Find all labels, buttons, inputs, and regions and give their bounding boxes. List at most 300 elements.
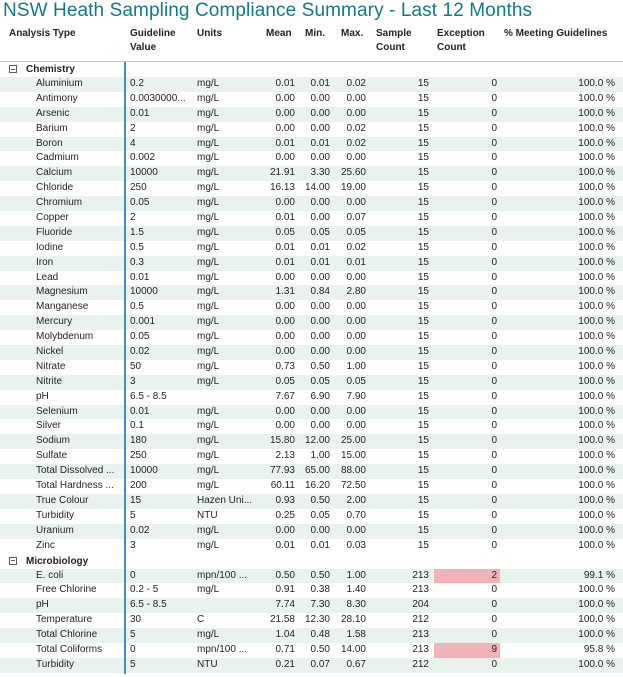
cell-units: mg/L	[197, 256, 220, 268]
cell-units: mg/L	[197, 465, 220, 477]
cell-min: 0.84	[310, 286, 330, 298]
cell-max: 1.00	[346, 360, 366, 372]
cell-exception-count: 0	[491, 78, 497, 89]
collapse-toggle-icon[interactable]	[9, 557, 17, 565]
header-min[interactable]: Min.	[305, 28, 325, 39]
cell-guideline: 0.5	[130, 241, 144, 253]
table-row[interactable]	[0, 77, 623, 92]
cell-sample-count: 15	[417, 271, 429, 283]
cell-max: 0.00	[346, 524, 366, 536]
cell-units: mg/L	[197, 226, 220, 238]
cell-units: mg/L	[197, 212, 220, 224]
cell-guideline: 0.3	[130, 256, 144, 268]
cell-units: mg/L	[197, 480, 220, 492]
cell-analysis-type: True Colour	[36, 494, 89, 506]
cell-guideline: 10000	[130, 167, 158, 179]
cell-sample-count: 15	[417, 152, 429, 164]
cell-exception-count: 0	[491, 480, 497, 492]
cell-exception-count: 0	[491, 435, 497, 447]
cell-guideline: 0	[130, 569, 136, 581]
cell-exception-count: 0	[491, 629, 497, 641]
cell-units: mg/L	[197, 241, 220, 253]
table-row[interactable]	[0, 643, 623, 658]
cell-min: 0.00	[310, 92, 330, 104]
cell-guideline: 200	[130, 480, 147, 492]
cell-mean: 0.93	[275, 494, 295, 506]
header-sample-line2: Count	[376, 42, 405, 53]
cell-sample-count: 15	[417, 435, 429, 447]
cell-units: mg/L	[197, 539, 220, 551]
cell-mean: 0.71	[275, 643, 295, 655]
column-divider	[124, 62, 126, 674]
cell-max: 25.60	[340, 167, 366, 179]
cell-mean: 7.67	[275, 390, 295, 402]
cell-sample-count: 15	[417, 360, 429, 372]
cell-exception-count: 0	[491, 182, 497, 194]
cell-mean: 60.11	[270, 480, 295, 492]
cell-max: 0.05	[346, 226, 366, 238]
table-header	[0, 27, 623, 62]
cell-exception-count: 0	[491, 212, 497, 224]
cell-exception-count: 0	[491, 524, 497, 536]
cell-mean: 0.00	[275, 420, 295, 432]
group-name: Microbiology	[26, 555, 89, 567]
cell-exception-count: 0	[491, 256, 497, 268]
cell-analysis-type: Lead	[36, 271, 59, 283]
table-row[interactable]	[0, 524, 623, 539]
cell-sample-count: 15	[417, 331, 429, 343]
cell-pct-meeting: 100.0 %	[578, 450, 615, 462]
cell-mean: 2.13	[275, 450, 295, 462]
cell-pct-meeting: 100.0 %	[578, 301, 615, 313]
cell-pct-meeting: 100.0 %	[578, 331, 615, 343]
cell-units: mpn/100 ...	[197, 643, 248, 655]
table-row[interactable]	[0, 166, 623, 181]
cell-pct-meeting: 100.0 %	[578, 629, 615, 641]
cell-sample-count: 15	[417, 286, 429, 298]
cell-pct-meeting: 100.0 %	[578, 599, 615, 611]
cell-min: 0.00	[310, 405, 330, 417]
table-row[interactable]	[0, 151, 623, 166]
cell-max: 0.03	[346, 539, 366, 551]
cell-exception-count: 0	[491, 346, 497, 358]
cell-guideline: 0.02	[130, 346, 150, 358]
cell-analysis-type: Fluoride	[36, 226, 73, 238]
cell-exception-count: 0	[491, 286, 497, 298]
cell-min: 14.00	[304, 182, 330, 194]
cell-units: mpn/100 ...	[197, 569, 248, 581]
cell-exception-count: 0	[491, 420, 497, 432]
collapse-toggle-icon[interactable]	[9, 65, 17, 73]
cell-min: 0.00	[310, 212, 330, 224]
cell-analysis-type: E. coli	[36, 569, 64, 581]
cell-exception-count: 0	[491, 241, 497, 253]
cell-guideline: 4	[130, 137, 136, 149]
cell-mean: 15.80	[269, 435, 295, 447]
cell-pct-meeting: 100.0 %	[578, 658, 615, 670]
cell-pct-meeting: 100.0 %	[578, 494, 615, 506]
cell-exception-count: 2	[434, 569, 500, 584]
cell-analysis-type: Iodine	[36, 241, 64, 253]
cell-mean: 0.01	[275, 241, 295, 253]
group-header-0[interactable]	[0, 62, 623, 77]
cell-units: mg/L	[197, 629, 220, 641]
cell-pct-meeting: 100.0 %	[578, 360, 615, 372]
cell-min: 12.30	[304, 614, 330, 626]
compliance-table	[0, 27, 623, 673]
header-exception-line1: Exception	[437, 28, 485, 39]
table-row[interactable]	[0, 539, 623, 554]
cell-exception-count: 0	[491, 405, 497, 417]
table-row[interactable]	[0, 330, 623, 345]
header-exception-count[interactable]	[437, 27, 485, 55]
cell-analysis-type: Total Dissolved ...	[36, 465, 115, 477]
header-sample-count[interactable]	[376, 27, 412, 55]
cell-exception-count: 0	[491, 390, 497, 402]
cell-mean: 0.00	[275, 92, 295, 104]
cell-sample-count: 15	[417, 137, 429, 149]
cell-guideline: 0.002	[130, 152, 156, 164]
cell-mean: 0.01	[275, 256, 295, 268]
cell-guideline: 0.01	[130, 405, 150, 417]
cell-exception-count: 0	[491, 360, 497, 372]
cell-analysis-type: Nitrate	[36, 360, 66, 372]
cell-exception-count: 0	[491, 375, 497, 387]
cell-exception-count: 0	[491, 167, 497, 179]
cell-min: 6.90	[310, 390, 330, 402]
cell-guideline: 0.02	[130, 524, 150, 536]
cell-mean: 0.00	[275, 122, 295, 134]
cell-min: 0.00	[310, 122, 330, 134]
cell-analysis-type: Temperature	[36, 614, 93, 626]
table-row[interactable]	[0, 256, 623, 271]
cell-mean: 1.04	[275, 629, 295, 641]
table-row[interactable]	[0, 419, 623, 434]
cell-mean: 0.00	[275, 197, 295, 209]
table-row[interactable]	[0, 569, 623, 584]
cell-pct-meeting: 100.0 %	[578, 256, 615, 268]
cell-pct-meeting: 100.0 %	[578, 226, 615, 238]
header-units[interactable]: Units	[197, 28, 222, 39]
cell-max: 1.58	[346, 629, 366, 641]
cell-min: 0.00	[310, 152, 330, 164]
cell-units: mg/L	[197, 331, 220, 343]
cell-guideline: 6.5 - 8.5	[130, 390, 167, 402]
cell-analysis-type: Total Coliforms	[36, 643, 103, 655]
cell-sample-count: 15	[417, 346, 429, 358]
table-row[interactable]	[0, 196, 623, 211]
cell-guideline: 3	[130, 375, 136, 387]
cell-units: mg/L	[197, 197, 220, 209]
cell-exception-count: 0	[491, 465, 497, 477]
cell-pct-meeting: 95.8 %	[583, 643, 615, 655]
cell-guideline: 10000	[130, 465, 158, 477]
cell-sample-count: 15	[417, 301, 429, 313]
cell-analysis-type: pH	[36, 599, 49, 611]
cell-units: mg/L	[197, 360, 220, 372]
header-analysis-type[interactable]: Analysis Type	[9, 28, 76, 39]
cell-sample-count: 15	[417, 256, 429, 268]
table-row[interactable]	[0, 583, 623, 598]
cell-analysis-type: Sulfate	[36, 450, 68, 462]
cell-mean: 0.25	[275, 509, 295, 521]
cell-analysis-type: Silver	[36, 420, 62, 432]
cell-max: 1.40	[346, 584, 366, 596]
cell-pct-meeting: 100.0 %	[578, 524, 615, 536]
table-row[interactable]	[0, 226, 623, 241]
cell-analysis-type: Antimony	[36, 92, 78, 104]
cell-min: 0.00	[310, 316, 330, 328]
cell-mean: 21.58	[269, 614, 295, 626]
cell-exception-count: 0	[491, 509, 497, 521]
cell-guideline: 0.2	[130, 78, 144, 89]
cell-pct-meeting: 100.0 %	[578, 480, 615, 492]
cell-max: 1.00	[346, 569, 366, 581]
cell-exception-count: 0	[491, 614, 497, 626]
cell-mean: 0.00	[275, 524, 295, 536]
cell-exception-count: 0	[491, 301, 497, 313]
cell-analysis-type: Nitrite	[36, 375, 63, 387]
cell-max: 0.02	[346, 241, 366, 253]
cell-pct-meeting: 100.0 %	[578, 375, 615, 387]
cell-min: 0.48	[310, 629, 330, 641]
cell-units: NTU	[197, 509, 218, 521]
table-row[interactable]	[0, 479, 623, 494]
cell-min: 65.00	[304, 465, 330, 477]
header-mean[interactable]: Mean	[266, 28, 292, 39]
cell-min: 0.00	[310, 271, 330, 283]
cell-guideline: 0.2 - 5	[130, 584, 159, 596]
cell-min: 0.00	[310, 301, 330, 313]
cell-mean: 0.05	[275, 375, 295, 387]
cell-analysis-type: Sodium	[36, 435, 70, 447]
cell-guideline: 0.01	[130, 271, 150, 283]
cell-pct-meeting: 100.0 %	[578, 346, 615, 358]
cell-min: 12.00	[304, 435, 330, 447]
cell-max: 0.00	[346, 346, 366, 358]
table-row[interactable]	[0, 390, 623, 405]
table-row[interactable]	[0, 598, 623, 613]
cell-max: 0.02	[346, 122, 366, 134]
cell-min: 0.50	[310, 360, 330, 372]
cell-pct-meeting: 100.0 %	[578, 509, 615, 521]
table-row[interactable]	[0, 628, 623, 643]
cell-pct-meeting: 100.0 %	[578, 197, 615, 209]
cell-units: mg/L	[197, 182, 220, 194]
table-row[interactable]	[0, 285, 623, 300]
cell-pct-meeting: 100.0 %	[578, 271, 615, 283]
cell-analysis-type: Manganese	[36, 301, 89, 313]
table-row[interactable]	[0, 464, 623, 479]
cell-min: 0.01	[310, 78, 330, 89]
cell-max: 0.00	[346, 420, 366, 432]
group-header-1[interactable]	[0, 554, 623, 569]
cell-mean: 0.00	[275, 346, 295, 358]
table-row[interactable]	[0, 211, 623, 226]
cell-sample-count: 15	[417, 107, 429, 119]
cell-min: 0.00	[310, 331, 330, 343]
cell-sample-count: 15	[417, 465, 429, 477]
cell-max: 0.00	[346, 107, 366, 119]
table-row[interactable]	[0, 360, 623, 375]
cell-units: mg/L	[197, 375, 220, 387]
table-row[interactable]	[0, 375, 623, 390]
table-row[interactable]	[0, 449, 623, 464]
cell-mean: 1.31	[275, 286, 295, 298]
cell-pct-meeting: 100.0 %	[578, 137, 615, 149]
cell-max: 88.00	[340, 465, 366, 477]
cell-pct-meeting: 100.0 %	[578, 182, 615, 194]
cell-mean: 0.00	[275, 152, 295, 164]
cell-mean: 0.01	[275, 137, 295, 149]
cell-sample-count: 212	[412, 658, 429, 670]
cell-max: 19.00	[340, 182, 366, 194]
cell-mean: 0.01	[275, 539, 295, 551]
cell-guideline: 50	[130, 360, 142, 372]
cell-min: 0.05	[310, 509, 330, 521]
cell-analysis-type: Calcium	[36, 167, 73, 179]
table-row[interactable]	[0, 405, 623, 420]
cell-units: mg/L	[197, 301, 220, 313]
cell-units: mg/L	[197, 92, 220, 104]
cell-sample-count: 213	[412, 584, 429, 596]
header-guideline-value[interactable]	[130, 27, 176, 55]
cell-analysis-type: Free Chlorine	[36, 584, 97, 596]
cell-min: 0.00	[310, 420, 330, 432]
cell-pct-meeting: 100.0 %	[578, 212, 615, 224]
cell-min: 0.00	[310, 524, 330, 536]
table-row[interactable]	[0, 315, 623, 330]
cell-exception-count: 0	[491, 539, 497, 551]
cell-units: mg/L	[197, 420, 220, 432]
cell-exception-count: 0	[491, 92, 497, 104]
table-row[interactable]	[0, 658, 623, 673]
cell-analysis-type: Turbidity	[36, 658, 74, 670]
cell-exception-count: 0	[491, 226, 497, 238]
cell-mean: 21.91	[269, 167, 295, 179]
cell-min: 1.00	[310, 450, 330, 462]
cell-guideline: 0.5	[130, 301, 144, 313]
cell-units: C	[197, 614, 205, 626]
table-row[interactable]	[0, 509, 623, 524]
cell-sample-count: 15	[417, 390, 429, 402]
cell-max: 0.00	[346, 152, 366, 164]
cell-min: 0.05	[310, 375, 330, 387]
header-max[interactable]: Max.	[341, 28, 364, 39]
cell-min: 0.38	[310, 584, 330, 596]
table-row[interactable]	[0, 137, 623, 152]
cell-mean: 0.00	[275, 316, 295, 328]
cell-analysis-type: Total Chlorine	[36, 629, 98, 641]
cell-analysis-type: Arsenic	[36, 107, 70, 119]
cell-sample-count: 15	[417, 375, 429, 387]
cell-analysis-type: Nickel	[36, 346, 64, 358]
cell-pct-meeting: 100.0 %	[578, 122, 615, 134]
cell-max: 8.30	[346, 599, 366, 611]
cell-pct-meeting: 100.0 %	[578, 316, 615, 328]
cell-min: 0.01	[310, 241, 330, 253]
table-row[interactable]	[0, 241, 623, 256]
cell-mean: 0.00	[275, 331, 295, 343]
cell-mean: 0.50	[275, 569, 295, 581]
table-row[interactable]	[0, 494, 623, 509]
cell-sample-count: 15	[417, 167, 429, 179]
cell-sample-count: 213	[412, 629, 429, 641]
cell-max: 72.50	[340, 480, 366, 492]
cell-max: 0.00	[346, 316, 366, 328]
cell-guideline: 0.01	[130, 107, 150, 119]
cell-sample-count: 15	[417, 316, 429, 328]
cell-exception-count: 0	[491, 450, 497, 462]
cell-units: NTU	[197, 658, 218, 670]
cell-sample-count: 15	[417, 494, 429, 506]
cell-guideline: 5	[130, 658, 136, 670]
cell-pct-meeting: 100.0 %	[578, 286, 615, 298]
table-row[interactable]	[0, 434, 623, 449]
cell-max: 0.01	[346, 256, 366, 268]
table-row[interactable]	[0, 107, 623, 122]
cell-pct-meeting: 100.0 %	[578, 420, 615, 432]
cell-mean: 0.01	[275, 78, 295, 89]
cell-sample-count: 15	[417, 78, 429, 89]
cell-analysis-type: Mercury	[36, 316, 73, 328]
table-row[interactable]	[0, 345, 623, 360]
cell-guideline: 0.1	[130, 420, 144, 432]
cell-units: mg/L	[197, 286, 220, 298]
cell-min: 0.05	[310, 226, 330, 238]
cell-exception-count: 0	[491, 599, 497, 611]
cell-max: 0.00	[346, 331, 366, 343]
cell-exception-count: 0	[491, 331, 497, 343]
cell-guideline: 3	[130, 539, 136, 551]
cell-exception-count: 0	[491, 316, 497, 328]
cell-min: 0.50	[310, 643, 330, 655]
table-row[interactable]	[0, 122, 623, 137]
cell-exception-count: 0	[491, 658, 497, 670]
table-row[interactable]	[0, 181, 623, 196]
cell-pct-meeting: 100.0 %	[578, 614, 615, 626]
cell-units: mg/L	[197, 137, 220, 149]
cell-max: 0.00	[346, 92, 366, 104]
cell-max: 0.07	[346, 212, 366, 224]
header-pct-meeting[interactable]: % Meeting Guidelines	[504, 28, 608, 39]
cell-exception-count: 0	[491, 494, 497, 506]
cell-max: 0.00	[346, 271, 366, 283]
cell-sample-count: 15	[417, 212, 429, 224]
cell-mean: 0.73	[275, 360, 295, 372]
cell-analysis-type: Chromium	[36, 197, 83, 209]
header-guideline-line2: Value	[130, 42, 157, 53]
cell-mean: 77.93	[269, 465, 295, 477]
cell-max: 28.10	[340, 614, 366, 626]
table-row[interactable]	[0, 271, 623, 286]
table-row[interactable]	[0, 300, 623, 315]
cell-max: 2.80	[346, 286, 366, 298]
cell-mean: 16.13	[269, 182, 295, 194]
table-row[interactable]	[0, 92, 623, 107]
cell-mean: 0.21	[275, 658, 295, 670]
cell-analysis-type: Copper	[36, 212, 69, 224]
cell-min: 16.20	[304, 480, 330, 492]
cell-max: 0.00	[346, 301, 366, 313]
cell-units: mg/L	[197, 316, 220, 328]
table-row[interactable]	[0, 613, 623, 628]
cell-guideline: 0.0030000...	[130, 92, 186, 104]
cell-max: 0.05	[346, 375, 366, 387]
cell-analysis-type: Cadmium	[36, 152, 79, 164]
cell-guideline: 2	[130, 212, 136, 224]
cell-guideline: 0	[130, 643, 136, 655]
